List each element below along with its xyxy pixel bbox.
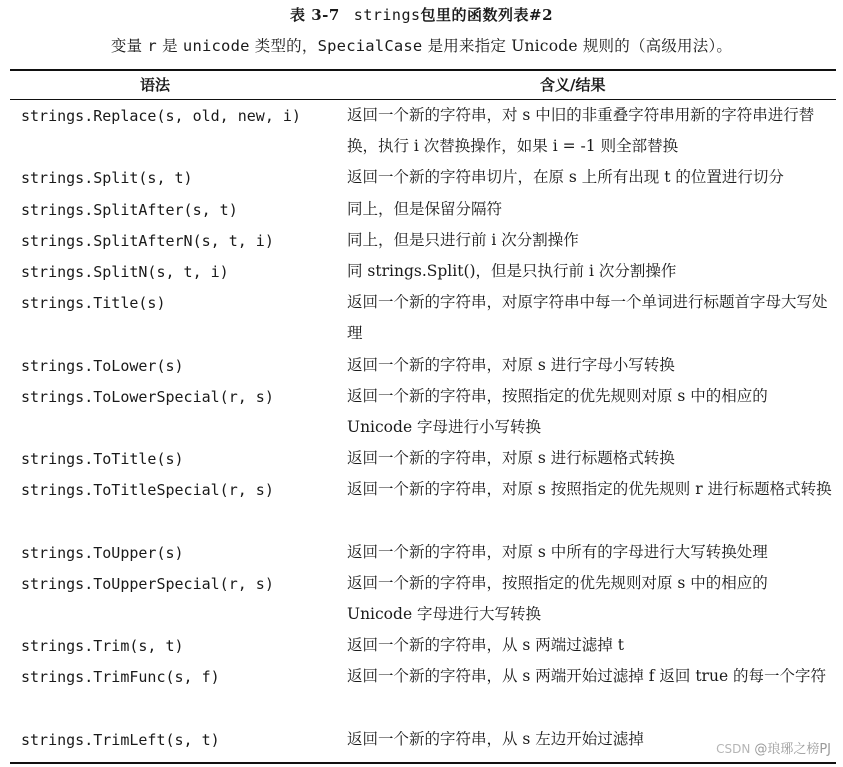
row-syntax: strings.SplitAfterN(s, t, i): [21, 231, 274, 250]
table-subcaption: [0, 34, 843, 56]
row-meaning: 返回一个新的字符串，对原 s 进行标题格式转换: [347, 449, 675, 468]
row-syntax: strings.ToTitleSpecial(r, s): [21, 481, 274, 500]
header-meaning: 含义/结果: [540, 76, 606, 94]
subcaption-text-4: 是用来指定 Unicode 规则的（高级用法）。: [422, 37, 733, 55]
row-meaning: 同 strings.Split()，但是只执行前 i 次分割操作: [347, 261, 677, 280]
row-meaning: 返回一个新的字符串，按照指定的优先规则对原 s 中的相应的 Unicode 字母进行大写转换: [347, 573, 768, 624]
row-syntax: strings.Title(s): [21, 294, 166, 313]
table-row: [0, 291, 843, 353]
table-row: [0, 385, 843, 447]
caption-rest: 包里的函数列表#2: [420, 6, 554, 24]
table-bottom-rule: [10, 762, 836, 764]
row-syntax: strings.TrimLeft(s, t): [21, 730, 220, 749]
row-meaning: 返回一个新的字符串，对原 s 进行字母小写转换: [347, 355, 675, 374]
row-syntax: strings.SplitN(s, t, i): [21, 262, 229, 281]
row-meaning: 同上，但是只进行前 i 次分割操作: [347, 230, 579, 249]
table-caption: [0, 4, 843, 25]
row-meaning: 返回一个新的字符串，从 s 左边开始过滤掉: [347, 729, 644, 748]
subcaption-text-2: 是: [156, 37, 183, 55]
table-row: [0, 572, 843, 634]
subcaption-text-1: 变量: [110, 37, 148, 55]
row-syntax: strings.Split(s, t): [21, 169, 193, 188]
row-meaning: 返回一个新的字符串，对原 s 按照指定的优先规则 r 进行标题格式转换: [347, 480, 832, 499]
subcaption-type-unicode: unicode: [182, 37, 250, 55]
row-syntax: strings.ToTitle(s): [21, 450, 184, 469]
subcaption-var-r: r: [147, 37, 157, 55]
row-syntax: strings.Trim(s, t): [21, 637, 184, 656]
row-meaning: 返回一个新的字符串，从 s 两端开始过滤掉 f 返回 true 的每一个字符: [347, 667, 827, 686]
row-syntax: strings.SplitAfter(s, t): [21, 200, 238, 219]
row-meaning: 同上，但是保留分隔符: [347, 199, 503, 218]
row-syntax: strings.ToUpper(s): [21, 543, 184, 562]
table-row: [0, 665, 843, 727]
row-meaning: 返回一个新的字符串，对原字符串中每一个单词进行标题首字母大写处理: [347, 293, 828, 343]
row-meaning: 返回一个新的字符串，按照指定的优先规则对原 s 中的相应的 Unicode 字母进行小写转换: [347, 386, 768, 436]
row-syntax: strings.TrimFunc(s, f): [21, 668, 220, 687]
caption-package-name: strings: [353, 6, 421, 24]
watermark-site: CSDN: [716, 742, 751, 756]
row-syntax: strings.ToLower(s): [21, 356, 184, 375]
table-top-rule: [10, 69, 836, 71]
subcaption-text-3: 类型的，: [249, 37, 318, 55]
row-meaning: 返回一个新的字符串切片，在原 s 上所有出现 t 的位置进行切分: [347, 168, 784, 187]
table-row: [0, 478, 843, 540]
watermark-text: @琅琊之榜PJ: [754, 742, 831, 757]
row-syntax: strings.ToLowerSpecial(r, s): [21, 387, 274, 406]
table-row: [0, 104, 843, 166]
row-meaning: 返回一个新的字符串，从 s 两端过滤掉 t: [347, 636, 624, 655]
row-meaning: 返回一个新的字符串，对原 s 中所有的字母进行大写转换处理: [347, 542, 768, 561]
watermark: [716, 738, 831, 757]
row-syntax: strings.Replace(s, old, new, i): [21, 107, 301, 125]
subcaption-specialcase: SpecialCase: [317, 37, 423, 55]
row-meaning: 返回一个新的字符串，对 s 中旧的非重叠字符串用新的字符串进行替换，执行 i 次替换操作，如果 i = -1 则全部替换: [347, 106, 815, 156]
header-syntax: 语法: [140, 76, 171, 94]
table-body: [0, 104, 843, 759]
caption-label: 表 3-7: [289, 6, 340, 24]
row-syntax: strings.ToUpperSpecial(r, s): [21, 574, 274, 593]
